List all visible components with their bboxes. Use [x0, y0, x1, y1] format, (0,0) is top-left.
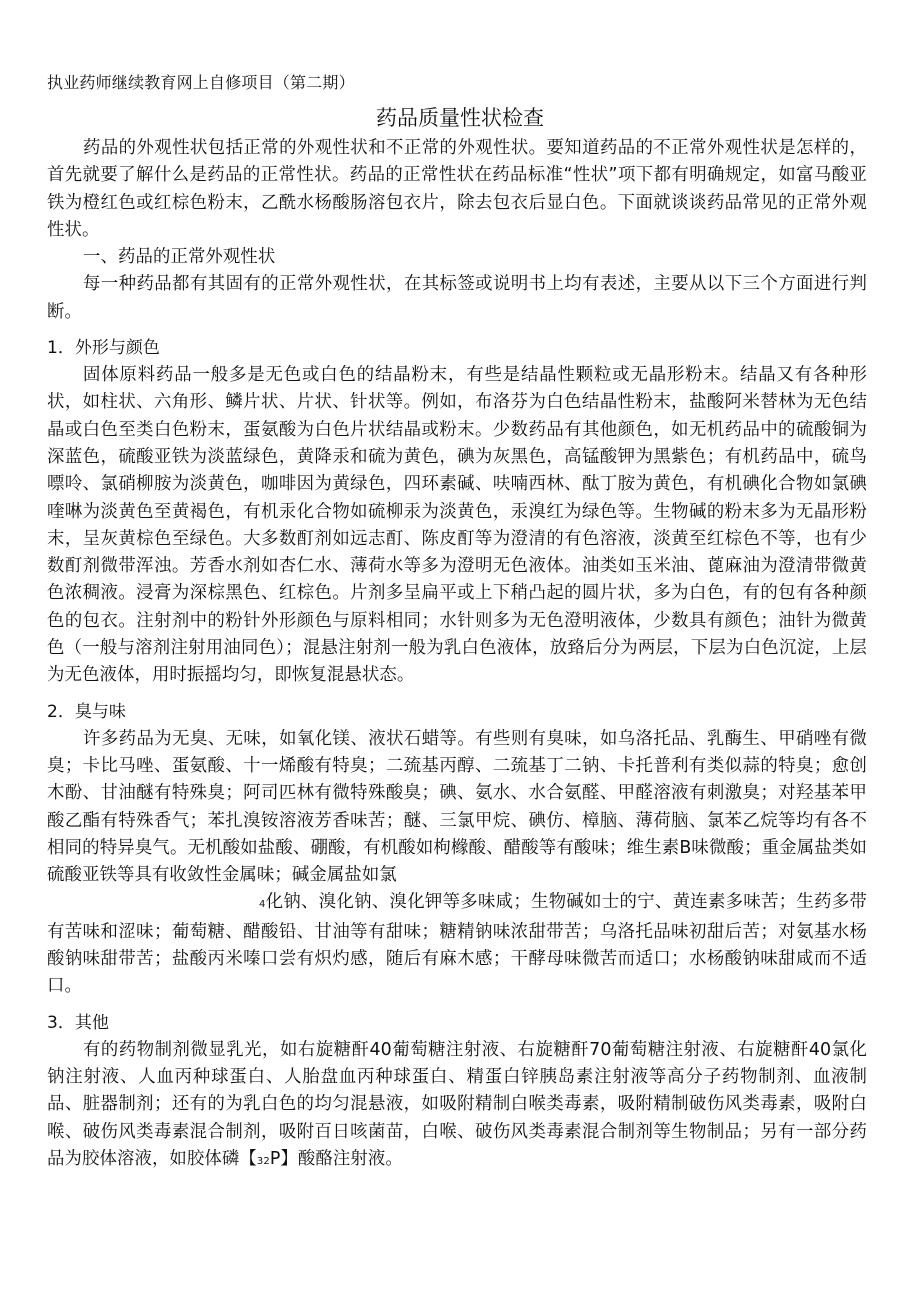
page-title: 药品质量性状检查 [376, 106, 544, 130]
subsection-heading-smell-taste: 2．臭与味 [47, 701, 126, 722]
project-header: 执业药师继续教育网上自修项目（第二期） [47, 73, 355, 92]
subsection-paragraph-smell-taste-continued [47, 889, 867, 1000]
document-body [47, 135, 867, 1175]
subscript-marker: 4 [259, 899, 266, 911]
subsection-paragraph-shape-color: 固体原料药品一般多是无色或白色的结晶粉末，有些是结晶性颗粒或无晶形粉末。结晶又有各种形状，如柱状、六角形、鳞片状、片状、针状等。例如，布洛芬为白色结晶性粉末，盐酸阿米替林为无色结晶或白色至类白色粉末，蛋氨酸为白色片状结晶或粉末。少数药品有其他颜色，如无机药品中的硫酸铜为深蓝色，硫酸亚铁为淡蓝绿色，黄降汞和硫为黄色，碘为灰黑色，高锰酸钾为黑紫色；有机药品中，硫鸟嘌呤、氯硝柳胺为淡黄色，咖啡因为黄绿色，四环素碱、呋喃西林、酞丁胺为黄色，有机碘化合物如氯碘喹啉为淡黄色至黄褐色，有机汞化合物如硫柳汞为淡黄色，汞溴红为绿色等。生物碱的粉末多为无晶形粉末，呈灰黄棕色至绿色。大多数酊剂如远志酊、陈皮酊等为澄清的有色溶液，淡黄至红棕色不等，也有少数酊剂微带浑浊。芳香水剂如杏仁水、薄荷水等多为澄明无色液体。油类如玉米油、蓖麻油为澄清带微黄色浓稠液。浸膏为深棕黑色、红棕色。片剂多呈扁平或上下稍凸起的圆片状，多为白色，有的包有各种颜色的包衣。注射剂中的粉针外形颜色与原料相同；水针则多为无色澄明液体，少数具有颜色；油针为微黄色（一般与溶剂注射用油同色）；混悬注射剂一般为乳白色液体，放臵后分为两层，下层为白色沉淀，上层为无色液体，用时振摇均匀，即恢复混悬状态。 [47, 365, 867, 686]
section-paragraph-normal-appearance: 每一种药品都有其固有的正常外观性状，在其标签或说明书上均有表述，主要从以下三个方面进行判断。 [47, 274, 867, 322]
subsection-heading-other: 3．其他 [47, 1012, 109, 1033]
other-text-before: 有的药物制剂微显乳光，如右旋糖酐40葡萄糖注射液、右旋糖酐70葡萄糖注射液、右旋糖酐40氯化钠注射液、人血丙种球蛋白、人胎盘血丙种球蛋白、精蛋白锌胰岛素注射液等高分子药物制剂、血液制品、脏器制剂；还有的为乳白色的均匀混悬液，如吸附精制白喉类毒素，吸附精制破伤风类毒素，吸附白喉、破伤风类毒素混合制剂，吸附百日咳菌苗，白喉、破伤风类毒素混合制剂等生物制品；另有一部分药品为胶体溶液，如胶体磷【 [47, 1039, 867, 1169]
intro-paragraph: 药品的外观性状包括正常的外观性状和不正常的外观性状。要知道药品的不正常外观性状是怎样的，首先就要了解什么是药品的正常性状。药品的正常性状在药品标准“性状”项下都有明确规定，如富马酸亚铁为橙红色或红棕色粉末，乙酰水杨酸肠溶包衣片，除去包衣后显白色。下面就谈谈药品常见的正常外观性状。 [47, 138, 867, 240]
other-text-after: P】酸酪注射液。 [269, 1148, 403, 1169]
continuation-text: 化钠、溴化钠、溴化钾等多味咸；生物碱如士的宁、黄连素多味苦；生药多带有苦味和涩味；葡萄糖、醋酸铅、甘油等有甜味；糖精钠味浓甜带苦；乌洛托品味初甜后苦；对氨基水杨酸钠味甜带苦；盐酸丙米嗪口尝有炽灼感，随后有麻木感；干酵母味微苦而适口；水杨酸钠味甜咸而不适口。 [47, 892, 867, 997]
section-heading-normal-appearance: 一、药品的正常外观性状 [83, 247, 276, 268]
isotope-mass-number: 32 [256, 1155, 270, 1167]
subsection-paragraph-other [47, 1037, 867, 1175]
subsection-paragraph-smell-taste: 许多药品为无臭、无味，如氧化镁、液状石蜡等。有些则有臭味，如乌洛托品、乳酶生、甲硝唑有微臭；卡比马唑、蛋氨酸、十一烯酸有特臭；二巯基丙醇、二巯基丁二钠、卡托普利有类似蒜的特臭；愈创木酚、甘油醚有特殊臭；阿司匹林有微特殊酸臭；碘、氨水、水合氨醛、甲醛溶液有刺激臭；对羟基苯甲酸乙酯有特殊香气；苯扎溴铵溶液芳香味苦；醚、三氯甲烷、碘仿、樟脑、薄荷脑、氯苯乙烷等均有各不相同的特异臭气。无机酸如盐酸、硼酸，有机酸如枸橼酸、醋酸等有酸味；维生素B味微酸；重金属盐类如硫酸亚铁等具有收敛性金属味；碱金属盐如氯 [47, 728, 867, 886]
subsection-heading-shape-color: 1．外形与颜色 [47, 338, 160, 359]
